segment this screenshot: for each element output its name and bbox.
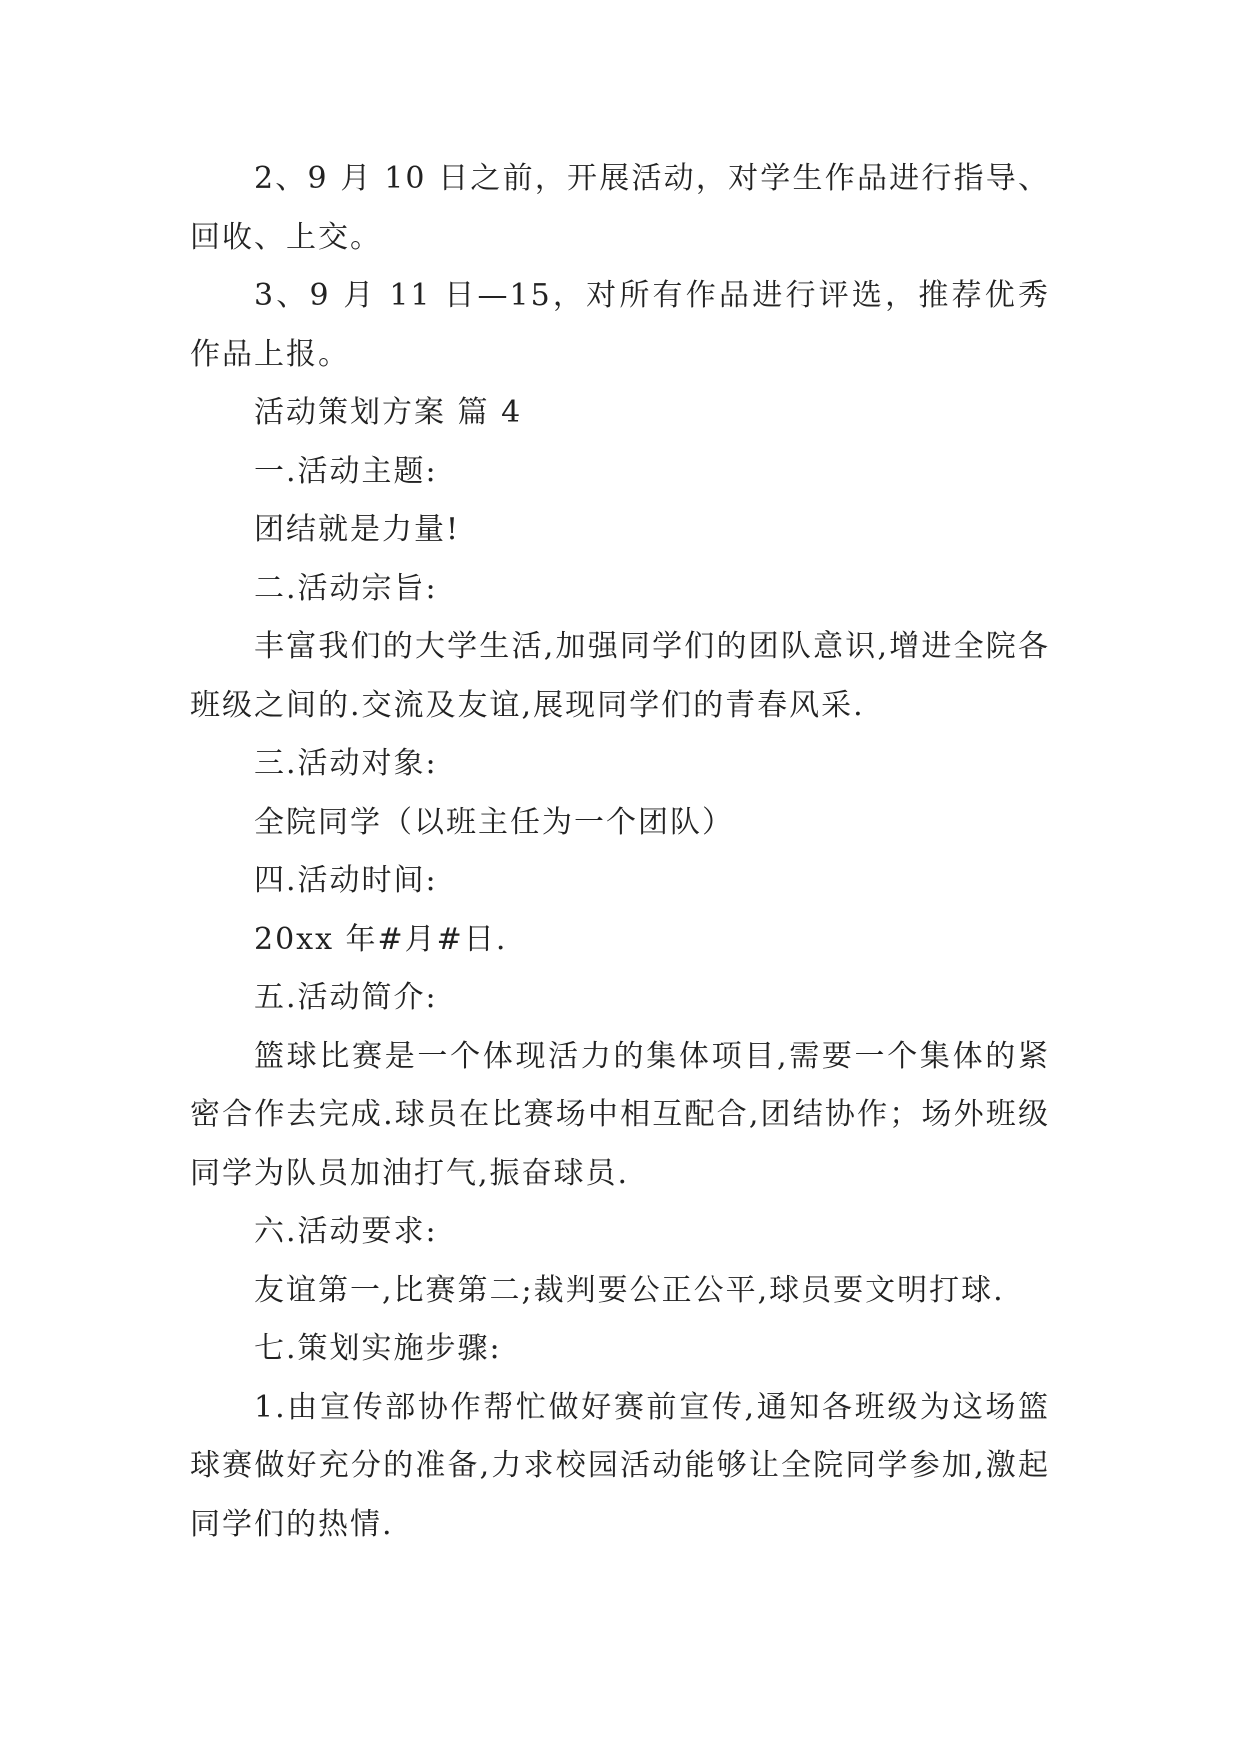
paragraph-time: 20xx 年#月#日. bbox=[254, 921, 508, 957]
heading-steps: 七.策划实施步骤: bbox=[254, 1331, 502, 1366]
paragraph-requirements: 友谊第一,比赛第二;裁判要公正公平,球员要文明打球. bbox=[254, 1272, 1005, 1308]
paragraph-audience: 全院同学（以班主任为一个团队） bbox=[254, 804, 734, 840]
paragraph-step-1: 1.由宣传部协作帮忙做好赛前宣传,通知各班级为这场篮球赛做好充分的准备,力求校园活动能够让全院同学参加,激起同学们的热情. bbox=[190, 1389, 1050, 1542]
paragraph-theme: 团结就是力量! bbox=[254, 512, 461, 547]
heading-theme: 一.活动主题: bbox=[254, 453, 438, 489]
paragraph-step-3: 3、9 月 11 日—15，对所有作品进行评选，推荐优秀作品上报。 bbox=[190, 278, 1050, 372]
section-title: 活动策划方案 篇 4 bbox=[254, 395, 523, 430]
paragraph-purpose: 丰富我们的大学生活,加强同学们的团队意识,增进全院各班级之间的.交流及友谊,展现同学们的青春风采. bbox=[190, 629, 1050, 723]
heading-intro: 五.活动简介: bbox=[254, 980, 438, 1015]
heading-purpose: 二.活动宗旨: bbox=[254, 570, 438, 606]
document-body bbox=[190, 150, 1050, 1554]
heading-requirements: 六.活动要求: bbox=[254, 1214, 438, 1249]
paragraph-step-2: 2、9 月 10 日之前，开展活动，对学生作品进行指导、回收、上交。 bbox=[190, 161, 1050, 255]
heading-audience: 三.活动对象: bbox=[254, 746, 438, 781]
paragraph-intro: 篮球比赛是一个体现活力的集体项目,需要一个集体的紧密合作去完成.球员在比赛场中相互配合,团结协作；场外班级同学为队员加油打气,振奋球员. bbox=[190, 1038, 1050, 1191]
heading-time: 四.活动时间: bbox=[254, 863, 438, 898]
